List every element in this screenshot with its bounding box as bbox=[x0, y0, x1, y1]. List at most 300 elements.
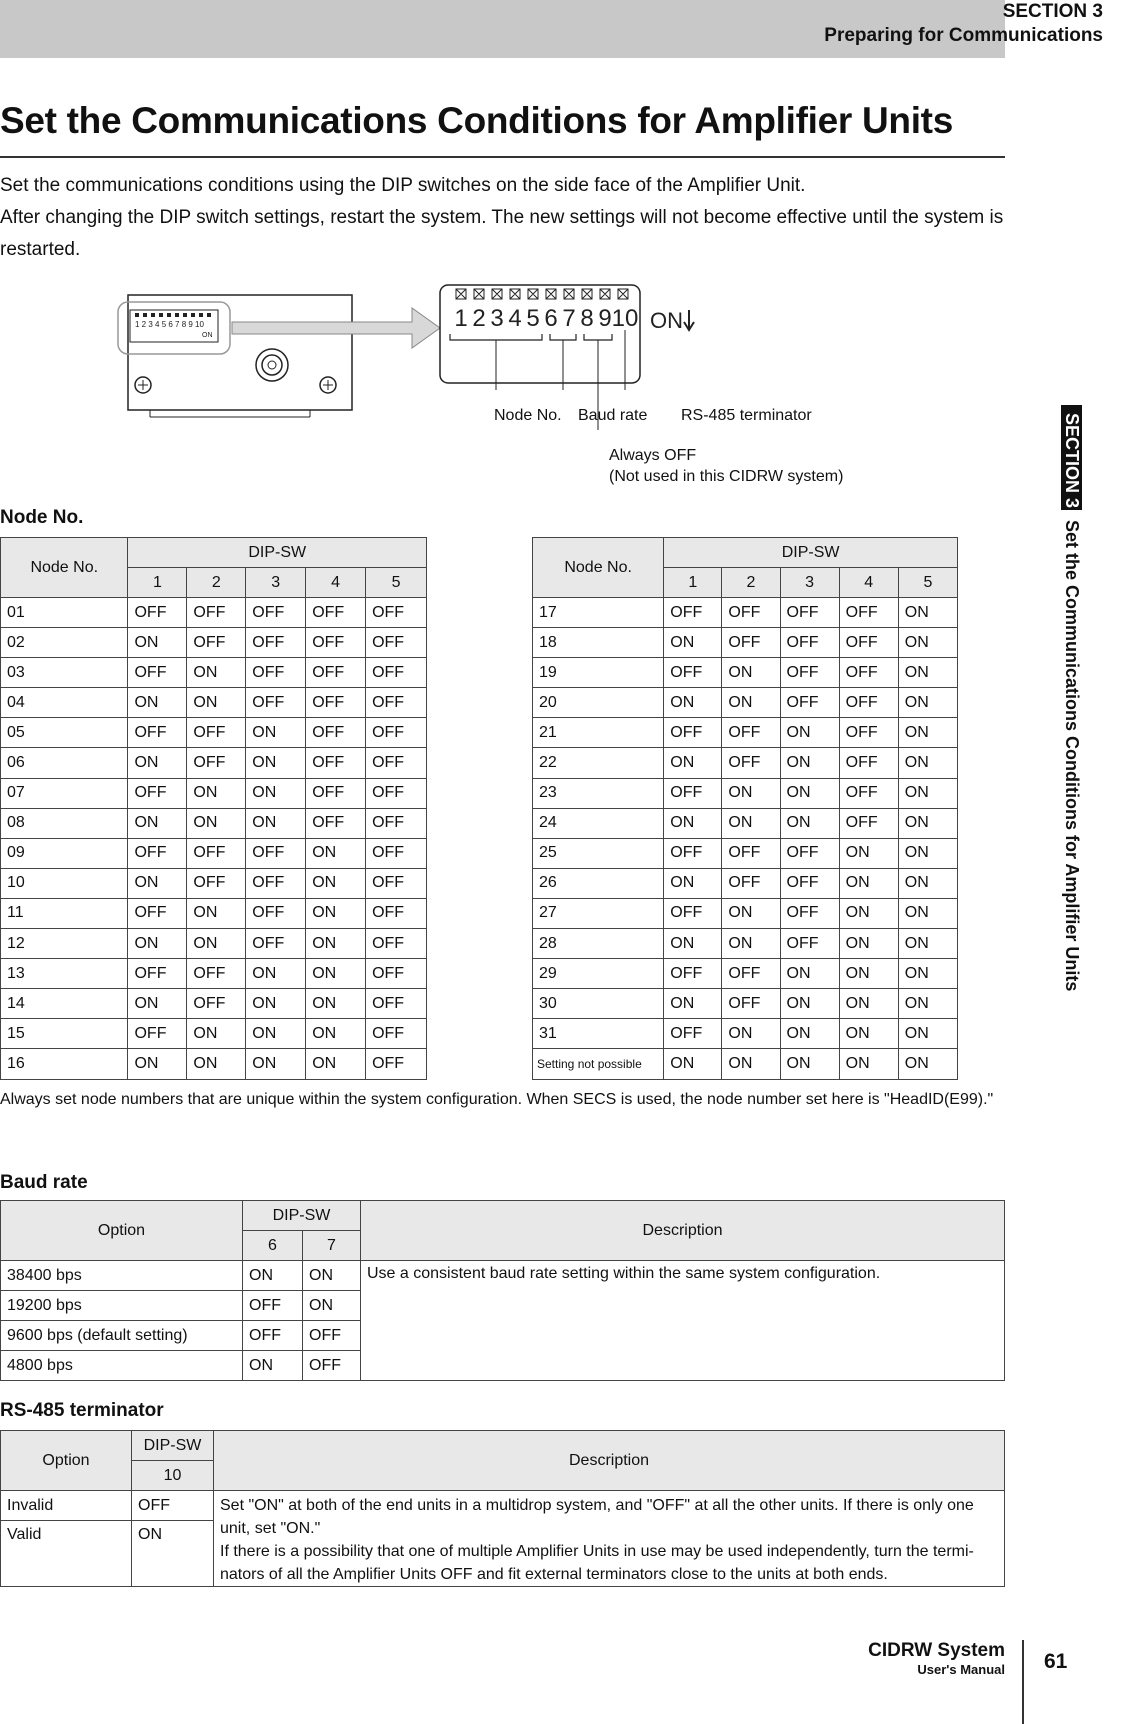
switch-cell: ON bbox=[898, 838, 957, 868]
switch-cell: OFF bbox=[366, 628, 427, 658]
switch-cell: ON bbox=[246, 1049, 306, 1079]
switch-cell: OFF bbox=[246, 688, 306, 718]
col-node-no: Node No. bbox=[533, 538, 664, 598]
footer-product: CIDRW System bbox=[868, 1640, 1005, 1661]
table-row bbox=[533, 748, 958, 778]
table-row bbox=[1, 898, 427, 928]
node-no-cell: 11 bbox=[1, 898, 128, 928]
switch-cell: OFF bbox=[722, 959, 780, 989]
col-description: Description bbox=[361, 1201, 1005, 1261]
option-cell: 19200 bps bbox=[1, 1291, 243, 1321]
node-no-cell: 24 bbox=[533, 808, 664, 838]
switch-cell: ON bbox=[187, 1019, 246, 1049]
table-row bbox=[533, 808, 958, 838]
switch-cell: OFF bbox=[128, 1019, 187, 1049]
switch-cell: OFF bbox=[664, 778, 722, 808]
node-no-cell: 18 bbox=[533, 628, 664, 658]
switch-cell: ON bbox=[306, 838, 366, 868]
node-no-cell: 01 bbox=[1, 598, 128, 628]
switch-cell: OFF bbox=[780, 868, 839, 898]
switch-number-8: 8 bbox=[580, 305, 594, 332]
switch-cell: ON bbox=[722, 778, 780, 808]
section-subtitle: Preparing for Communications bbox=[824, 25, 1103, 46]
switch-cell: ON bbox=[128, 688, 187, 718]
col-dipsw: DIP-SW bbox=[664, 538, 958, 568]
switch-cell: ON bbox=[246, 718, 306, 748]
table-row bbox=[1, 748, 427, 778]
col-switch: 2 bbox=[722, 568, 780, 598]
side-tab bbox=[1050, 405, 1082, 1065]
side-tab-label: SECTION 3 bbox=[1061, 405, 1082, 510]
switch-cell: ON bbox=[128, 628, 187, 658]
switch-cell: ON bbox=[246, 808, 306, 838]
col-dipsw: DIP-SW bbox=[132, 1431, 214, 1461]
switch-cell: ON bbox=[780, 959, 839, 989]
table-row bbox=[533, 989, 958, 1019]
switch-cell: ON bbox=[664, 868, 722, 898]
switch-cell: OFF bbox=[366, 838, 427, 868]
node-no-cell: 06 bbox=[1, 748, 128, 778]
col-switch: 4 bbox=[306, 568, 366, 598]
switch-cell: OFF bbox=[128, 658, 187, 688]
switch-cell: OFF bbox=[306, 778, 366, 808]
table-row bbox=[1, 598, 427, 628]
col-description: Description bbox=[214, 1431, 1005, 1491]
switch-cell: ON bbox=[780, 718, 839, 748]
switch-cell: ON bbox=[664, 929, 722, 959]
switch-cell: ON bbox=[898, 778, 957, 808]
switch-cell: ON bbox=[722, 1049, 780, 1079]
switch-cell: ON bbox=[839, 989, 898, 1019]
switch-cell: OFF bbox=[366, 1019, 427, 1049]
switch-cell: OFF bbox=[780, 598, 839, 628]
rs485-description-2: If there is a possibility that one of multiple Amplifier Units in use may be used independently, turn the termi-nators of all the Amplifier Units OFF and fit external terminators close to the units at both ends. bbox=[220, 1543, 974, 1583]
section-header bbox=[824, 0, 1103, 48]
table-row bbox=[1, 718, 427, 748]
node-no-cell: 27 bbox=[533, 898, 664, 928]
switch-cell: OFF bbox=[722, 748, 780, 778]
switch-cell: OFF bbox=[246, 898, 306, 928]
switch-cell: OFF bbox=[128, 838, 187, 868]
switch-cell: ON bbox=[898, 628, 957, 658]
node-no-cell: 19 bbox=[533, 658, 664, 688]
switch-cell: OFF bbox=[722, 628, 780, 658]
label-always-off: Always OFF bbox=[609, 447, 697, 464]
switch-cell: ON bbox=[722, 808, 780, 838]
col-switch: 3 bbox=[246, 568, 306, 598]
switch-cell: ON bbox=[303, 1261, 361, 1291]
option-cell: 4800 bps bbox=[1, 1351, 243, 1381]
node-table-right bbox=[532, 537, 958, 1080]
switch-cell: ON bbox=[664, 688, 722, 718]
switch-cell: OFF bbox=[366, 929, 427, 959]
switch-cell: ON bbox=[246, 748, 306, 778]
node-no-cell: 21 bbox=[533, 718, 664, 748]
switch-cell: OFF bbox=[246, 868, 306, 898]
on-arrow-icon bbox=[684, 310, 694, 330]
table-row bbox=[1, 808, 427, 838]
footer-brand bbox=[868, 1640, 1005, 1677]
switch-cell: ON bbox=[898, 1049, 957, 1079]
switch-cell: OFF bbox=[839, 808, 898, 838]
table-row bbox=[533, 959, 958, 989]
switch-cell: ON bbox=[243, 1261, 303, 1291]
table-row bbox=[533, 598, 958, 628]
baud-rate-body bbox=[1, 1261, 1005, 1381]
switch-cell: ON bbox=[246, 989, 306, 1019]
col-option: Option bbox=[1, 1431, 132, 1491]
node-no-cell: 29 bbox=[533, 959, 664, 989]
rs485-body bbox=[1, 1491, 1005, 1587]
switch-cell: OFF bbox=[306, 688, 366, 718]
switch-cell: ON bbox=[246, 778, 306, 808]
switch-cell: OFF bbox=[187, 838, 246, 868]
switch-cell: OFF bbox=[246, 658, 306, 688]
switch-cell: OFF bbox=[246, 628, 306, 658]
switch-cell: ON bbox=[898, 808, 957, 838]
switch-cell: OFF bbox=[306, 658, 366, 688]
switch-cell: OFF bbox=[306, 598, 366, 628]
switch-cell: OFF bbox=[664, 718, 722, 748]
switch-number-1: 1 bbox=[454, 305, 468, 332]
switch-cell: OFF bbox=[839, 718, 898, 748]
switch-cell: ON bbox=[128, 1049, 187, 1079]
switch-cell: OFF bbox=[187, 989, 246, 1019]
table-row bbox=[533, 658, 958, 688]
switch-cell: ON bbox=[128, 989, 187, 1019]
switch-cell: ON bbox=[722, 898, 780, 928]
table-row bbox=[533, 688, 958, 718]
switch-cell: OFF bbox=[366, 989, 427, 1019]
switch-cell: ON bbox=[898, 898, 957, 928]
switch-cell: OFF bbox=[664, 898, 722, 928]
option-cell: Invalid bbox=[1, 1491, 132, 1521]
switch-cell: OFF bbox=[839, 628, 898, 658]
switch-cell: OFF bbox=[187, 718, 246, 748]
switch-cell: ON bbox=[187, 658, 246, 688]
col-switch: 3 bbox=[780, 568, 839, 598]
switch-cell: OFF bbox=[839, 598, 898, 628]
switch-cell: ON bbox=[664, 989, 722, 1019]
table-row bbox=[533, 1049, 958, 1079]
switch-cell: OFF bbox=[128, 718, 187, 748]
switch-cell: OFF bbox=[187, 868, 246, 898]
node-no-cell: 04 bbox=[1, 688, 128, 718]
switch-cell: OFF bbox=[366, 898, 427, 928]
table-row bbox=[533, 778, 958, 808]
switch-cell: ON bbox=[898, 658, 957, 688]
switch-number-6: 6 bbox=[544, 305, 558, 332]
switch-cell: ON bbox=[187, 778, 246, 808]
node-no-cell: 30 bbox=[533, 989, 664, 1019]
switch-cell: ON bbox=[306, 898, 366, 928]
switch-cell: ON bbox=[306, 959, 366, 989]
switch-number-7: 7 bbox=[562, 305, 576, 332]
switch-cell: OFF bbox=[780, 658, 839, 688]
page-title: Set the Communications Conditions for Amplifier Units bbox=[0, 100, 953, 141]
node-no-cell: 05 bbox=[1, 718, 128, 748]
node-no-cell: 26 bbox=[533, 868, 664, 898]
switch-cell: OFF bbox=[128, 959, 187, 989]
footer-manual: User's Manual bbox=[917, 1662, 1005, 1677]
table-row bbox=[1, 959, 427, 989]
switch-cell: OFF bbox=[780, 628, 839, 658]
table-row bbox=[1, 838, 427, 868]
switch-cell: ON bbox=[780, 1019, 839, 1049]
switch-cell: OFF bbox=[187, 748, 246, 778]
switch-cell: OFF bbox=[722, 598, 780, 628]
table-row bbox=[1, 1049, 427, 1079]
switch-cell: ON bbox=[898, 989, 957, 1019]
switch-cell: OFF bbox=[366, 959, 427, 989]
section-number: SECTION 3 bbox=[1002, 1, 1103, 22]
col-switch: 2 bbox=[187, 568, 246, 598]
switch-cell: ON bbox=[839, 898, 898, 928]
node-no-cell: 08 bbox=[1, 808, 128, 838]
switch-number-2: 2 bbox=[472, 305, 486, 332]
switch-cell: OFF bbox=[664, 959, 722, 989]
switch-cell: ON bbox=[306, 868, 366, 898]
switch-cell: OFF bbox=[128, 778, 187, 808]
col-switch: 5 bbox=[366, 568, 427, 598]
switch-cell: ON bbox=[664, 628, 722, 658]
node-no-cell: 09 bbox=[1, 838, 128, 868]
node-no-cell: 25 bbox=[533, 838, 664, 868]
switch-cell: OFF bbox=[664, 1019, 722, 1049]
intro-line-2: After changing the DIP switch settings, restart the system. The new settings will not become effective until the system is restarted. bbox=[0, 207, 1004, 260]
col-switch: 5 bbox=[898, 568, 957, 598]
switch-cell: OFF bbox=[366, 598, 427, 628]
option-cell: 38400 bps bbox=[1, 1261, 243, 1291]
switch-cell: OFF bbox=[664, 598, 722, 628]
intro-text bbox=[0, 170, 1005, 266]
node-no-heading: Node No. bbox=[0, 507, 84, 528]
switch-cell: ON bbox=[780, 778, 839, 808]
node-no-cell: 31 bbox=[533, 1019, 664, 1049]
node-no-cell: 07 bbox=[1, 778, 128, 808]
switch-cell: ON bbox=[187, 688, 246, 718]
switch-cell: ON bbox=[898, 748, 957, 778]
title-divider bbox=[0, 156, 1005, 158]
small-switch-numbers: 1 2 3 4 5 6 7 8 9 10 bbox=[135, 320, 204, 329]
rs485-heading: RS-485 terminator bbox=[0, 1400, 164, 1421]
switch-cell: OFF bbox=[303, 1321, 361, 1351]
table-row bbox=[1, 628, 427, 658]
rs485-description bbox=[214, 1491, 1005, 1587]
col-switch: 1 bbox=[128, 568, 187, 598]
switch-cell: OFF bbox=[187, 628, 246, 658]
node-no-cell: 14 bbox=[1, 989, 128, 1019]
switch-cell: ON bbox=[780, 748, 839, 778]
table-row bbox=[533, 1019, 958, 1049]
switch-cell: ON bbox=[722, 1019, 780, 1049]
switch-cell: OFF bbox=[128, 898, 187, 928]
col-switch: 4 bbox=[839, 568, 898, 598]
col-node-no: Node No. bbox=[1, 538, 128, 598]
label-baud-rate: Baud rate bbox=[578, 407, 648, 424]
switch-cell: OFF bbox=[243, 1291, 303, 1321]
switch-cell: OFF bbox=[306, 718, 366, 748]
switch-cell: ON bbox=[243, 1351, 303, 1381]
switch-cell: ON bbox=[839, 959, 898, 989]
switch-cell: ON bbox=[187, 808, 246, 838]
table-row bbox=[1, 778, 427, 808]
switch-cell: OFF bbox=[722, 718, 780, 748]
switch-cell: OFF bbox=[366, 658, 427, 688]
switch-cell: ON bbox=[128, 748, 187, 778]
baud-rate-heading: Baud rate bbox=[0, 1172, 88, 1193]
switch-number-10: 10 bbox=[611, 305, 639, 332]
switch-cell: ON bbox=[664, 808, 722, 838]
switch-cell: OFF bbox=[128, 598, 187, 628]
node-table-right-body bbox=[533, 598, 958, 1080]
dip-switch-diagram bbox=[110, 280, 870, 495]
switch-cell: OFF bbox=[839, 658, 898, 688]
col-dipsw: DIP-SW bbox=[128, 538, 427, 568]
switch-cell: ON bbox=[246, 1019, 306, 1049]
table-row bbox=[1, 868, 427, 898]
rs485-table bbox=[0, 1430, 1005, 1587]
page-number: 61 bbox=[1044, 1650, 1068, 1673]
table-row bbox=[533, 868, 958, 898]
table-row bbox=[1, 989, 427, 1019]
switch-cell: OFF bbox=[366, 748, 427, 778]
switch-cell: ON bbox=[839, 868, 898, 898]
switch-cell: ON bbox=[132, 1521, 214, 1587]
switch-cell: OFF bbox=[366, 808, 427, 838]
switch-cell: OFF bbox=[306, 748, 366, 778]
switch-cell: ON bbox=[722, 658, 780, 688]
table-row bbox=[533, 838, 958, 868]
baud-rate-table bbox=[0, 1200, 1005, 1381]
small-on-label: ON bbox=[202, 332, 213, 339]
table-row bbox=[533, 898, 958, 928]
side-tab-title: Set the Communications Conditions for Amplifier Units bbox=[1062, 520, 1082, 992]
col-switch-10: 10 bbox=[132, 1461, 214, 1491]
switch-cell: ON bbox=[128, 929, 187, 959]
label-rs485-terminator: RS-485 terminator bbox=[681, 407, 812, 424]
switch-cell: ON bbox=[306, 1049, 366, 1079]
node-no-cell: 23 bbox=[533, 778, 664, 808]
switch-cell: ON bbox=[722, 688, 780, 718]
switch-cell: OFF bbox=[366, 1049, 427, 1079]
switch-cell: ON bbox=[898, 959, 957, 989]
switch-cell: ON bbox=[898, 1019, 957, 1049]
switch-cell: ON bbox=[898, 718, 957, 748]
switch-cell: ON bbox=[898, 929, 957, 959]
switch-cell: ON bbox=[306, 1019, 366, 1049]
switch-cell: ON bbox=[898, 688, 957, 718]
switch-cell: ON bbox=[128, 868, 187, 898]
switch-cell: OFF bbox=[366, 688, 427, 718]
node-table-left-body bbox=[1, 598, 427, 1080]
switch-cell: ON bbox=[839, 1019, 898, 1049]
table-row bbox=[533, 718, 958, 748]
node-no-cell: 22 bbox=[533, 748, 664, 778]
switch-cell: ON bbox=[780, 1049, 839, 1079]
node-note: Always set node numbers that are unique within the system configuration. When SECS is used, the node number set here is "HeadID(E99)." bbox=[0, 1091, 994, 1108]
switch-cell: ON bbox=[303, 1291, 361, 1321]
table-row bbox=[533, 628, 958, 658]
switch-cell: ON bbox=[898, 868, 957, 898]
option-cell: 9600 bps (default setting) bbox=[1, 1321, 243, 1351]
col-switch: 1 bbox=[664, 568, 722, 598]
option-cell: Valid bbox=[1, 1521, 132, 1587]
node-no-cell: 12 bbox=[1, 929, 128, 959]
footer-divider bbox=[1022, 1640, 1024, 1724]
switch-cell: ON bbox=[306, 929, 366, 959]
switch-cell: OFF bbox=[780, 838, 839, 868]
switch-cell: ON bbox=[839, 929, 898, 959]
col-switch-6: 6 bbox=[243, 1231, 303, 1261]
switch-cell: ON bbox=[246, 959, 306, 989]
node-no-cell: 02 bbox=[1, 628, 128, 658]
switch-cell: ON bbox=[187, 898, 246, 928]
switch-cell: ON bbox=[306, 989, 366, 1019]
switch-cell: OFF bbox=[187, 598, 246, 628]
table-row bbox=[1, 1019, 427, 1049]
node-no-cell: Setting not possible bbox=[533, 1049, 664, 1079]
table-row bbox=[1, 1491, 1005, 1521]
node-no-cell: 16 bbox=[1, 1049, 128, 1079]
switch-number-3: 3 bbox=[490, 305, 504, 332]
node-table-left bbox=[0, 537, 427, 1080]
switch-cell: OFF bbox=[187, 959, 246, 989]
switch-cell: ON bbox=[664, 748, 722, 778]
on-label: ON bbox=[650, 308, 683, 333]
col-switch-7: 7 bbox=[303, 1231, 361, 1261]
node-no-cell: 20 bbox=[533, 688, 664, 718]
intro-line-1: Set the communications conditions using the DIP switches on the side face of the Amplifier Unit. bbox=[0, 175, 806, 196]
switch-cell: OFF bbox=[306, 628, 366, 658]
switch-cell: ON bbox=[722, 929, 780, 959]
switch-cell: ON bbox=[839, 838, 898, 868]
node-no-cell: 13 bbox=[1, 959, 128, 989]
node-no-cell: 17 bbox=[533, 598, 664, 628]
switch-cell: ON bbox=[780, 989, 839, 1019]
label-not-used: (Not used in this CIDRW system) bbox=[609, 468, 844, 485]
col-option: Option bbox=[1, 1201, 243, 1261]
table-row bbox=[1, 1261, 1005, 1291]
switch-cell: OFF bbox=[839, 688, 898, 718]
switch-cell: ON bbox=[898, 598, 957, 628]
switch-cell: OFF bbox=[246, 598, 306, 628]
switch-cell: OFF bbox=[780, 688, 839, 718]
table-row bbox=[1, 658, 427, 688]
switch-cell: OFF bbox=[366, 778, 427, 808]
node-no-cell: 10 bbox=[1, 868, 128, 898]
switch-cell: OFF bbox=[780, 929, 839, 959]
switch-cell: OFF bbox=[722, 868, 780, 898]
switch-cell: OFF bbox=[246, 838, 306, 868]
switch-cell: ON bbox=[839, 1049, 898, 1079]
switch-cell: OFF bbox=[839, 748, 898, 778]
switch-cell: ON bbox=[128, 808, 187, 838]
switch-cell: OFF bbox=[303, 1351, 361, 1381]
switch-cell: OFF bbox=[780, 898, 839, 928]
switch-cell: OFF bbox=[366, 718, 427, 748]
node-no-cell: 03 bbox=[1, 658, 128, 688]
rs485-description-1: Set "ON" at both of the end units in a multidrop system, and "OFF" at all the other units. If there is only one unit, set "ON." bbox=[220, 1497, 974, 1537]
label-node-no: Node No. bbox=[494, 407, 562, 424]
table-row bbox=[1, 688, 427, 718]
node-no-cell: 15 bbox=[1, 1019, 128, 1049]
switch-cell: ON bbox=[187, 1049, 246, 1079]
switch-cell: OFF bbox=[246, 929, 306, 959]
switch-cell: ON bbox=[664, 1049, 722, 1079]
switch-cell: OFF bbox=[722, 838, 780, 868]
table-row bbox=[533, 929, 958, 959]
